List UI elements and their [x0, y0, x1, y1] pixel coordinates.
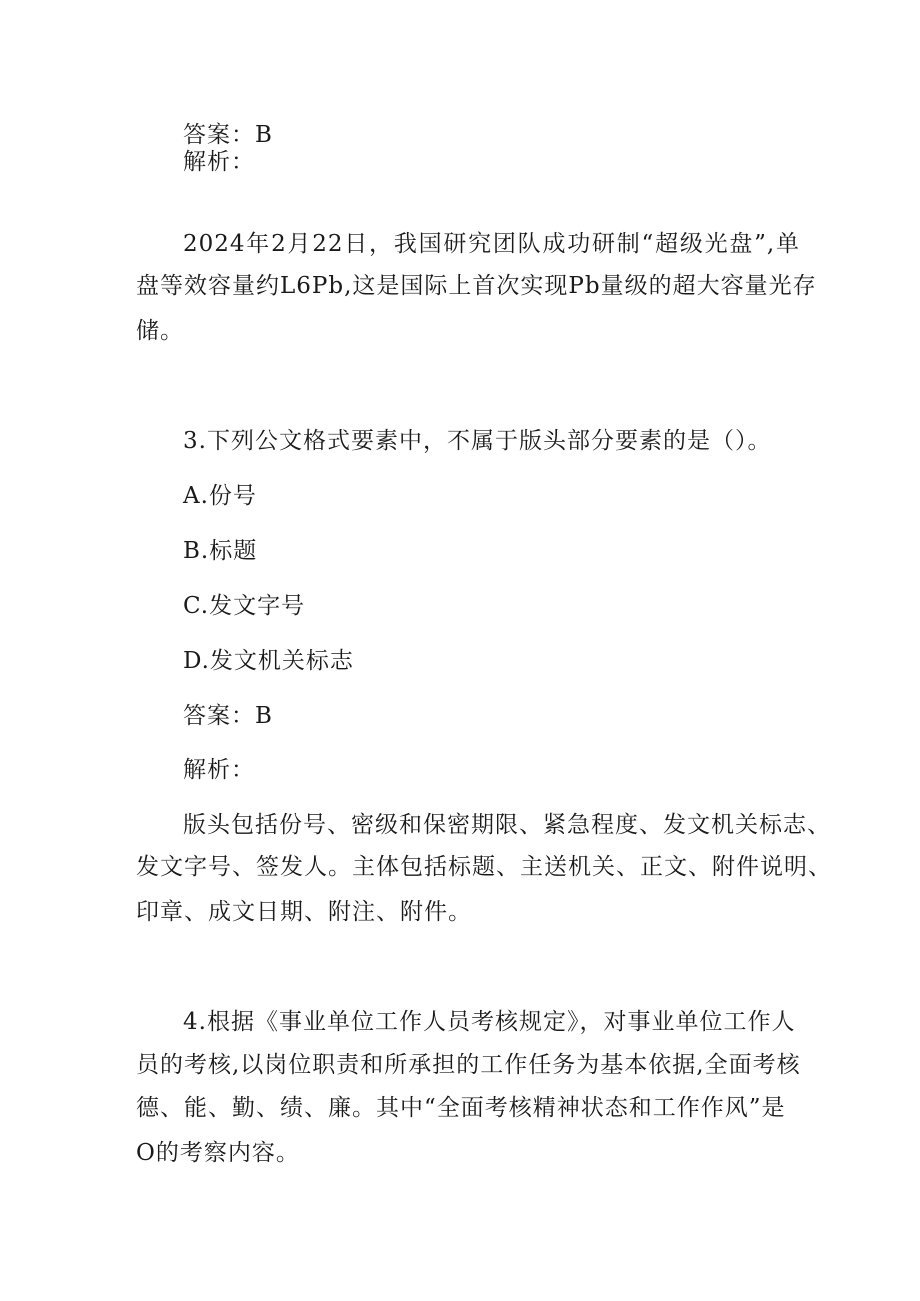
q3-analysis-line-1: 版头包括份号、密级和保密期限、紧急程度、发文机关标志、: [183, 812, 831, 838]
q3-option-a: A.份号: [183, 483, 257, 509]
q2-analysis-line-1: 2024年2月22日，我国研究团队成功研制“超级光盘”,单: [183, 231, 800, 257]
q4-question-line-2: 员的考核,以岗位职责和所承担的工作任务为基本依据,全面考核: [136, 1052, 801, 1078]
q4-question-line-3: 德、能、勤、绩、廉。其中“全面考核精神状态和工作作风”是: [136, 1095, 786, 1121]
q4-question-line-1: 4.根据《事业单位工作人员考核规定》，对事业单位工作人: [183, 1009, 796, 1035]
q3-analysis-line-2: 发文字号、签发人。主体包括标题、主送机关、正文、附件说明、: [136, 854, 832, 880]
q3-analysis-line-3: 印章、成文日期、附注、附件。: [136, 899, 472, 925]
q3-answer: 答案：B: [183, 703, 273, 729]
q3-analysis-label: 解析：: [183, 757, 255, 783]
q2-analysis-line-3: 储。: [136, 318, 184, 344]
q3-question: 3.下列公文格式要素中，不属于版头部分要素的是（）。: [183, 428, 772, 454]
q4-question-line-4: O的考察内容。: [136, 1140, 300, 1166]
q3-option-c: C.发文字号: [183, 593, 306, 619]
q2-answer: 答案：B: [183, 122, 273, 148]
q3-option-d: D.发文机关标志: [183, 648, 354, 674]
q2-analysis-line-2: 盘等效容量约L6Pb,这是国际上首次实现Pb量级的超大容量光存: [136, 273, 817, 299]
q2-analysis-label: 解析：: [183, 149, 255, 175]
q3-option-b: B.标题: [183, 538, 258, 564]
